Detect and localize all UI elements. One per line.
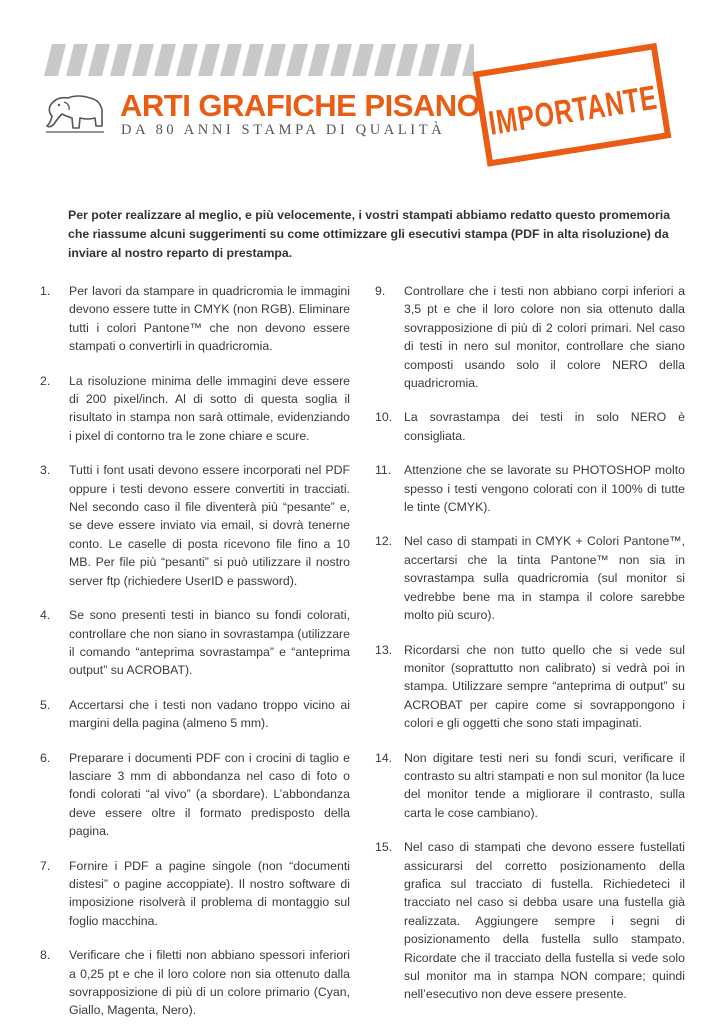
guideline-text: Fornire i PDF a pagine singole (non “documenti distesi” o pagine accoppiate). Il nostro software di imposizione risolverà il problema di montaggio sul foglio macchina. (69, 858, 350, 928)
guideline-text: Non digitare testi neri su fondi scuri, verificare il contrasto su altri stampati e non sul monitor (la luce del monitor tende a migliorare il contrasto, sulla carta le cose cambiano). (404, 750, 685, 820)
decorative-stripes (44, 44, 474, 76)
guideline-number: 14. (375, 750, 393, 765)
guideline-number: 12. (375, 534, 393, 549)
guideline-item (40, 282, 350, 356)
guideline-number: 3. (40, 463, 51, 478)
guideline-number: 1. (40, 284, 51, 298)
guideline-item (375, 641, 685, 733)
importante-stamp (464, 30, 722, 180)
guideline-number: 15. (375, 840, 393, 855)
guideline-text: La risoluzione minima delle immagini deve essere di 200 pixel/inch. Al di sotto di questa soglia il risultato in stampa non sarà ottimale, evidenziando i pixel di contorno tra le zone chiare e scure. (69, 373, 350, 443)
intro-paragraph: Per poter realizzare al meglio, e più velocemente, i vostri stampati abbiamo redatto questo promemoria che riassume alcuni suggerimenti su come ottimizzare gli esecutivi stampa (PDF in alta risoluzione) da inviare al nostro reparto di prestampa. (68, 208, 671, 260)
guideline-item (40, 749, 350, 841)
guideline-text: Se sono presenti testi in bianco su fondi colorati, controllare che non siano in sovrastampa (utilizzare il comando “anteprima sovrastampa” e “anteprima output” su ACROBAT). (69, 608, 350, 678)
brand-tagline: DA 80 ANNI STAMPA DI QUALITÀ (121, 122, 446, 138)
guideline-text: Accertarsi che i testi non vadano troppo vicino ai margini della pagina (almeno 5 mm). (69, 697, 350, 731)
guideline-number: 2. (40, 373, 51, 388)
guideline-item (40, 857, 350, 931)
guideline-number: 8. (40, 948, 51, 963)
guideline-item (375, 282, 685, 392)
guideline-item (375, 461, 685, 516)
guideline-item (40, 696, 350, 733)
guideline-number: 11. (375, 463, 392, 478)
guideline-number: 13. (375, 642, 393, 657)
guidelines-column-left (40, 282, 350, 1036)
guideline-number: 9. (375, 284, 386, 298)
guideline-number: 6. (40, 750, 51, 765)
guideline-item (40, 606, 350, 680)
guideline-text: La sovrastampa dei testi in solo NERO è consigliata. (404, 410, 685, 443)
guideline-number: 4. (40, 608, 51, 623)
elephant-icon (42, 88, 108, 138)
guideline-text: Verificare che i filetti non abbiano spessori inferiori a 0,25 pt e che il loro colore non sia ottenuto dalla sovrapposizione di più di un colore primario (Cyan, Giallo, Magenta, Nero). (69, 948, 350, 1018)
guideline-text: Controllare che i testi non abbiano corpi inferiori a 3,5 pt e che il loro colore non sia ottenuto dalla sovrapposizione di più di 2 colori primari. Nel caso di testi in nero sul monitor, controllare che siano composti usando solo il colore NERO della quadricromia. (404, 284, 685, 391)
guideline-item (375, 838, 685, 1004)
guideline-text: Nel caso di stampati che devono essere fustellati assicurarsi del corretto posizionamento della grafica sul tracciato di fustella. Richiedeteci il tracciato nel caso si debba usare una fustella già realizzata. Aggiungere sempre i segni di posizionamento della fustella sullo stampato. Ricordate che il tracciato della fustella si vede solo sul monitor ma in stampa NON compare; quindi nell’esecutivo non deve essere presente. (404, 840, 685, 1002)
guideline-item (375, 408, 685, 445)
guideline-text: Attenzione che se lavorate su PHOTOSHOP molto spesso i testi vengono colorati con il 100% di tutte le tinte (CMYK). (404, 463, 685, 515)
guideline-text: Nel caso di stampati in CMYK + Colori Pantone™, accertarsi che la tinta Pantone™ non sia in sovrastampa sulla quadricromia (sul monitor si vedrebbe bene ma in stampa il colore sarebbe molto più scuro). (404, 534, 685, 623)
guidelines-column-right (375, 282, 685, 1020)
guideline-item (40, 946, 350, 1020)
guideline-number: 10. (375, 410, 393, 425)
guideline-item (375, 532, 685, 624)
guideline-item (40, 372, 350, 446)
guideline-item (40, 461, 350, 590)
guideline-number: 5. (40, 697, 51, 712)
guideline-text: Per lavori da stampare in quadricromia le immagini devono essere tutte in CMYK (non RGB). Eliminare tutti i colori Pantone™ che non devono essere stampati o convertirli in quadricromia. (69, 284, 350, 354)
guideline-text: Preparare i documenti PDF con i crocini di taglio e lasciare 3 mm di abbondanza nel caso di foto o fondi colorati “al vivo” (a sbordare). L’abbondanza deve essere oltre il formato predisposto della pagina. (69, 750, 350, 839)
brand-name: ARTI GRAFICHE PISANO (120, 88, 481, 123)
guideline-text: Ricordarsi che non tutto quello che si vede sul monitor (soprattutto non calibrato) si vedrà poi in stampa. Utilizzare sempre “anteprima di output” su ACROBAT per capire come si sovrappongono i colori e gli oggetti che sono stati impaginati. (404, 642, 685, 731)
stamp-text: IMPORTANTE (486, 68, 722, 143)
guideline-item (375, 749, 685, 823)
guideline-number: 7. (40, 858, 51, 873)
guideline-text: Tutti i font usati devono essere incorporati nel PDF oppure i testi devono essere convertiti in tracciati. Nel secondo caso il file diventerà più “pesante” e, se deve essere inviato via email, si dovrà tenerne conto. Le caselle di posta ricevono file fino a 10 MB. Per file più “pesanti” si può utilizzare il nostro server ftp (richiedere UserID e password). (69, 463, 350, 588)
